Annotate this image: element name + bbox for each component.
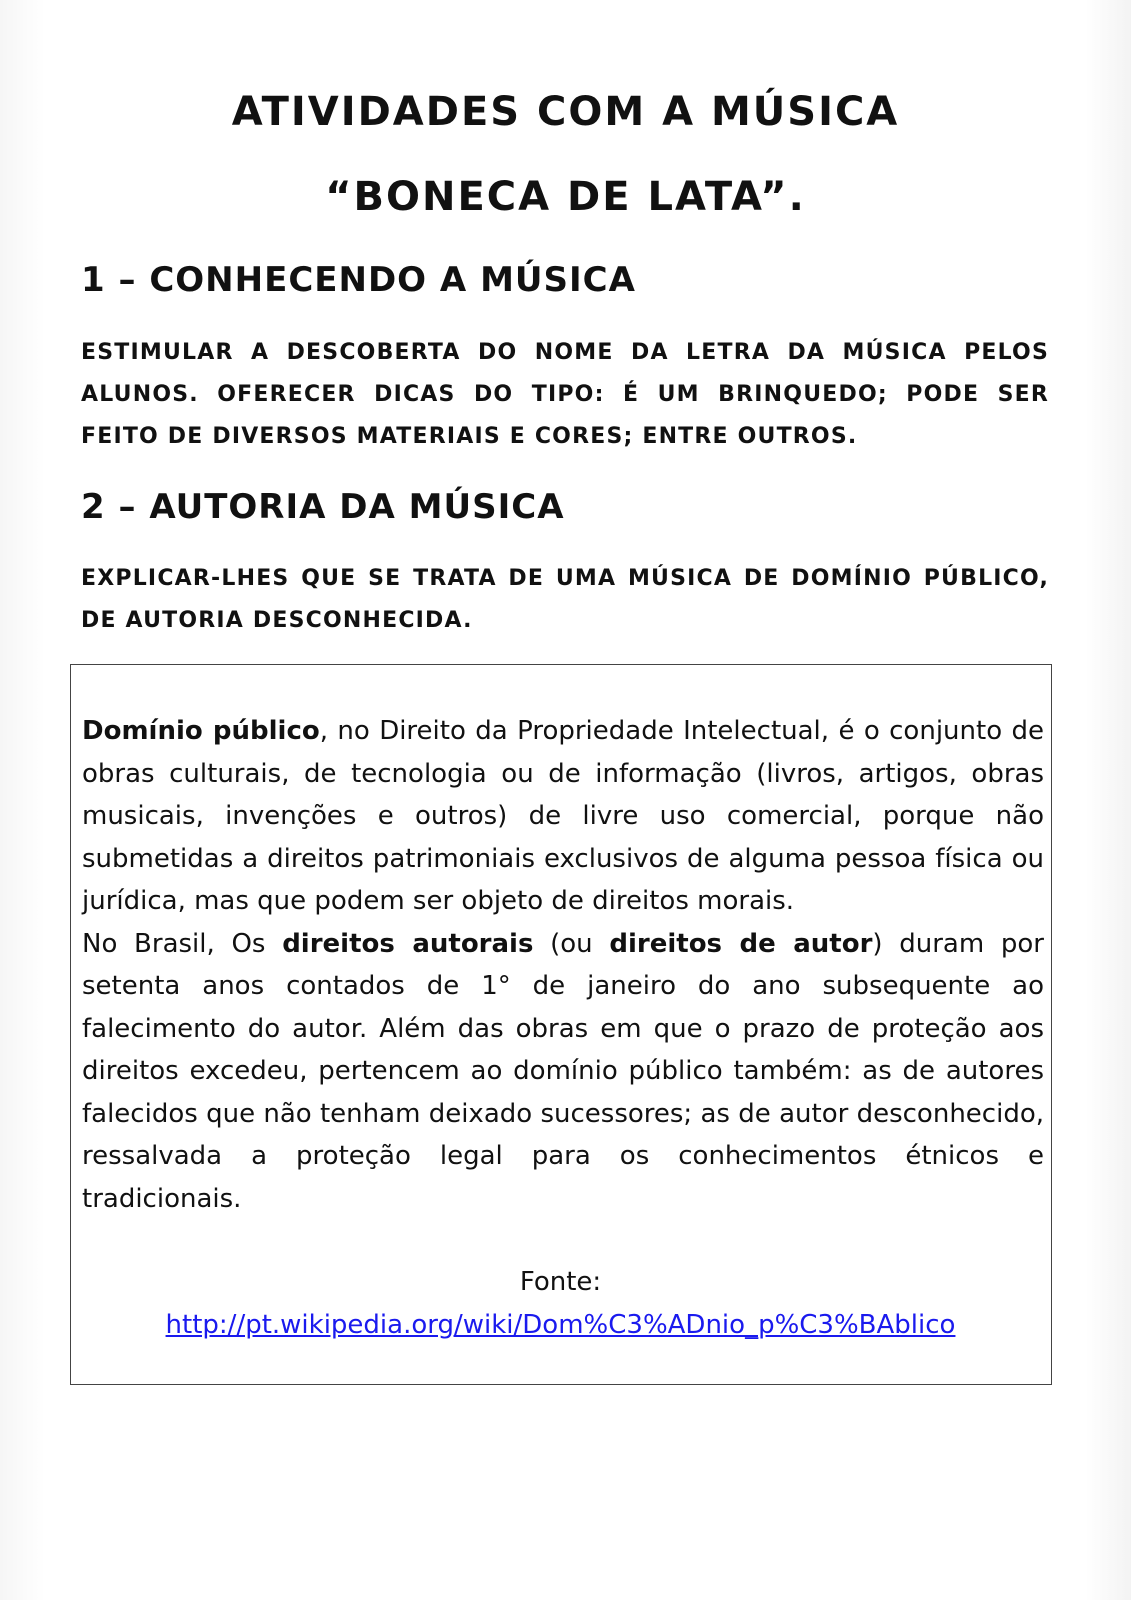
info-paragraph-2-start: No Brasil, Os [82,928,283,959]
section-text-1: ESTIMULAR A DESCOBERTA DO NOME DA LETRA DA MÚSICA PELOS ALUNOS. OFERECER DICAS DO TIPO: É UM BRINQUEDO; PODE SER FEITO DE DIVERSOS MATERIAIS E CORES; ENTRE OUTROS. [81,340,1049,449]
source-link-container [71,1305,1050,1345]
document-title: ATIVIDADES COM A MÚSICA [231,89,900,135]
document-subtitle: “BONECA DE LATA”. [325,174,806,220]
term-direitos-de-autor: direitos de autor [609,928,873,959]
source-link[interactable]: http://pt.wikipedia.org/wiki/Dom%C3%ADnio_p%C3%BAblico [165,1310,956,1340]
source-label: Fonte: [519,1267,602,1297]
term-direitos-autorais: direitos autorais [282,928,534,959]
info-paragraph-2-mid: (ou [533,928,610,959]
info-box [70,664,1052,1385]
info-paragraph-1-text: , no Direito da Propriedade Intelectual, é o conjunto de obras culturais, de tecnologia ou de informação (livros, artigos, obras musicais, invenções e outros) de livre uso comercial, porque não submetidas a direitos patrimoniais exclusivos de alguma pessoa física ou jurídica, mas que podem ser objeto de direitos morais. [82,716,1044,916]
section-heading-1: 1 – CONHECENDO A MÚSICA [81,260,636,300]
info-paragraph-2 [82,923,1044,1221]
info-paragraph-1 [82,710,1044,923]
section-text-2: EXPLICAR-LHES QUE SE TRATA DE UMA MÚSICA DE DOMÍNIO PÚBLICO, DE AUTORIA DESCONHECIDA. [81,566,1049,633]
info-paragraph-2-text: ) duram por setenta anos contados de 1° de janeiro do ano subsequente ao falecimento do autor. Além das obras em que o prazo de proteção aos direitos excedeu, pertencem ao domínio público também: as de autores falecidos que não tenham deixado sucessores; as de autor desconhecido, ressalvada a proteção legal para os conhecimentos étnicos e tradicionais. [82,928,1044,1214]
term-dominio-publico: Domínio público [82,716,320,746]
info-box-body [82,710,1044,1220]
section-heading-2: 2 – AUTORIA DA MÚSICA [81,487,565,527]
